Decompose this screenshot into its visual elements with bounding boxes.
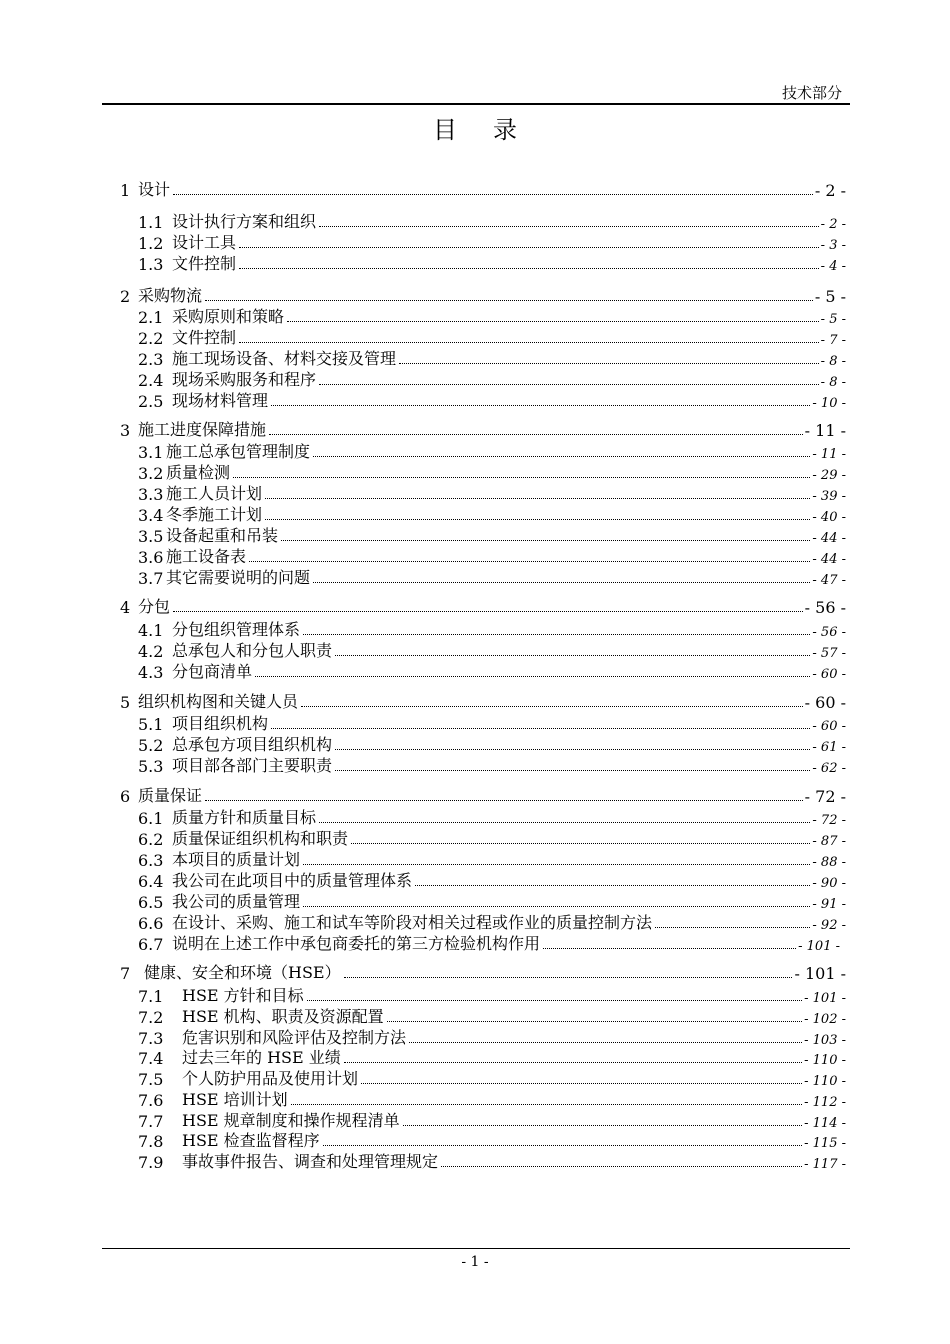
footer-page-number: - 1 - <box>461 1254 489 1270</box>
toc-entry-page-number: - 87 - <box>812 834 846 849</box>
toc-section-entry[interactable] <box>138 1150 846 1172</box>
toc-entry-number: 5.2 <box>138 736 164 755</box>
toc-chapter-entry[interactable] <box>120 178 846 200</box>
toc-dot-leader <box>403 1125 802 1126</box>
toc-entry-number: 3.3 <box>138 485 164 504</box>
toc-entry-number: 7.8 <box>138 1132 164 1151</box>
toc-entry-page-number: - 44 - <box>812 531 846 546</box>
toc-section-entry[interactable] <box>138 389 846 411</box>
toc-section-entry[interactable] <box>138 461 846 483</box>
toc-dot-leader <box>233 477 810 478</box>
toc-entry-number: 4.3 <box>138 663 164 682</box>
toc-section-entry[interactable] <box>138 252 846 274</box>
toc-entry-number: 2.3 <box>138 350 164 369</box>
toc-entry-title: 总承包方项目组织机构 <box>172 735 333 754</box>
toc-entry-page-number: - 11 - <box>804 421 846 440</box>
toc-dot-leader <box>281 540 810 541</box>
toc-entry-page-number: - 110 - <box>804 1053 846 1068</box>
toc-dot-leader <box>303 906 810 907</box>
toc-entry-number: 2 <box>120 287 131 306</box>
toc-entry-title: 分包 <box>138 597 171 616</box>
toc-section-entry[interactable] <box>138 890 846 912</box>
toc-entry-title: 分包组织管理体系 <box>172 620 301 639</box>
toc-entry-page-number: - 102 - <box>804 1012 846 1027</box>
toc-entry-title: 项目组织机构 <box>172 714 269 733</box>
toc-entry-number: 3.1 <box>138 443 164 462</box>
toc-entry-title: 质量方针和质量目标 <box>172 808 317 827</box>
toc-entry-title: 文件控制 <box>172 328 237 347</box>
toc-entry-number: 6.3 <box>138 851 164 870</box>
toc-entry-title: 过去三年的 HSE 业绩 <box>182 1048 341 1067</box>
toc-entry-page-number: - 56 - <box>812 625 846 640</box>
toc-section-entry[interactable] <box>138 932 840 954</box>
header-section-label: 技术部分 <box>781 84 842 102</box>
toc-entry-title: 现场材料管理 <box>172 391 269 410</box>
toc-entry-number: 3.7 <box>138 569 164 588</box>
toc-entry-title: 冬季施工计划 <box>166 505 263 524</box>
toc-entry-title: 事故事件报告、调查和处理管理规定 <box>182 1152 439 1171</box>
toc-section-entry[interactable] <box>138 347 846 369</box>
toc-entry-number: 6.5 <box>138 893 164 912</box>
toc-entry-title: 施工总承包管理制度 <box>166 442 311 461</box>
toc-entry-number: 7 <box>120 964 131 983</box>
toc-entry-page-number: - 8 - <box>820 354 846 369</box>
toc-chapter-entry[interactable] <box>120 418 846 440</box>
toc-section-entry[interactable] <box>138 869 846 891</box>
toc-dot-leader <box>335 749 810 750</box>
toc-entry-number: 7.7 <box>138 1112 164 1131</box>
toc-dot-leader <box>255 676 810 677</box>
toc-entry-number: 2.4 <box>138 371 164 390</box>
toc-dot-leader <box>307 1000 802 1001</box>
toc-entry-title: 个人防护用品及使用计划 <box>182 1069 359 1088</box>
toc-dot-leader <box>335 770 810 771</box>
toc-dot-leader <box>319 226 819 227</box>
toc-entry-page-number: - 92 - <box>812 918 846 933</box>
toc-entry-page-number: - 60 - <box>812 667 846 682</box>
toc-entry-page-number: - 60 - <box>812 719 846 734</box>
toc-entry-title: 设计执行方案和组织 <box>172 212 317 231</box>
toc-entry-page-number: - 91 - <box>812 897 846 912</box>
toc-entry-number: 2.2 <box>138 329 164 348</box>
header-divider <box>102 103 850 105</box>
toc-entry-page-number: - 110 - <box>804 1074 846 1089</box>
toc-entry-title: 其它需要说明的问题 <box>166 568 311 587</box>
toc-dot-leader <box>205 300 813 301</box>
toc-entry-page-number: - 88 - <box>812 855 846 870</box>
toc-dot-leader <box>313 582 810 583</box>
toc-chapter-entry[interactable] <box>120 595 846 617</box>
toc-chapter-entry[interactable] <box>120 690 846 712</box>
toc-section-entry[interactable] <box>138 1005 846 1027</box>
toc-dot-leader <box>303 634 810 635</box>
toc-entry-title: 质量检测 <box>166 463 231 482</box>
toc-section-entry[interactable] <box>138 618 846 640</box>
toc-section-entry[interactable] <box>138 712 846 734</box>
toc-dot-leader <box>323 1145 802 1146</box>
toc-entry-number: 3.4 <box>138 506 164 525</box>
toc-section-entry[interactable] <box>138 984 846 1006</box>
toc-entry-page-number: - 10 - <box>812 396 846 411</box>
toc-section-entry[interactable] <box>138 660 846 682</box>
toc-dot-leader <box>271 405 810 406</box>
toc-entry-number: 5.3 <box>138 757 164 776</box>
toc-section-entry[interactable] <box>138 911 846 933</box>
toc-entry-page-number: - 29 - <box>812 468 846 483</box>
toc-entry-page-number: - 57 - <box>812 646 846 661</box>
toc-entry-number: 4 <box>120 598 131 617</box>
toc-entry-number: 7.2 <box>138 1008 164 1027</box>
toc-section-entry[interactable] <box>138 1088 846 1110</box>
toc-entry-number: 6.1 <box>138 809 164 828</box>
toc-entry-page-number: - 72 - <box>812 813 846 828</box>
toc-entry-page-number: - 39 - <box>812 489 846 504</box>
toc-entry-page-number: - 40 - <box>812 510 846 525</box>
toc-dot-leader <box>239 268 819 269</box>
toc-entry-number: 6 <box>120 787 131 806</box>
toc-dot-leader <box>319 384 819 385</box>
toc-dot-leader <box>543 948 796 949</box>
toc-entry-page-number: - 47 - <box>812 573 846 588</box>
toc-section-entry[interactable] <box>138 440 846 462</box>
toc-entry-page-number: - 101 - <box>798 939 840 954</box>
toc-dot-leader <box>313 456 810 457</box>
toc-entry-number: 7.4 <box>138 1049 164 1068</box>
toc-entry-number: 6.7 <box>138 935 164 954</box>
toc-entry-page-number: - 2 - <box>820 217 846 232</box>
toc-dot-leader <box>269 434 803 435</box>
toc-dot-leader <box>173 194 813 195</box>
toc-dot-leader <box>344 977 793 978</box>
toc-entry-number: 7.3 <box>138 1029 164 1048</box>
toc-dot-leader <box>303 864 810 865</box>
toc-section-entry[interactable] <box>138 806 846 828</box>
toc-dot-leader <box>271 728 810 729</box>
toc-entry-title: 现场采购服务和程序 <box>172 370 317 389</box>
toc-entry-page-number: - 61 - <box>812 740 846 755</box>
toc-entry-page-number: - 8 - <box>820 375 846 390</box>
toc-entry-page-number: - 60 - <box>804 693 846 712</box>
toc-entry-title: 采购原则和策略 <box>172 307 285 326</box>
toc-dot-leader <box>287 321 819 322</box>
toc-section-entry[interactable] <box>138 368 846 390</box>
toc-dot-leader <box>399 363 819 364</box>
toc-entry-title: 施工人员计划 <box>166 484 263 503</box>
toc-entry-number: 2.1 <box>138 308 164 327</box>
toc-entry-number: 7.6 <box>138 1091 164 1110</box>
toc-entry-page-number: - 5 - <box>820 312 846 327</box>
toc-dot-leader <box>319 822 810 823</box>
toc-section-entry[interactable] <box>138 305 846 327</box>
toc-section-entry[interactable] <box>138 482 846 504</box>
toc-section-entry[interactable] <box>138 566 846 588</box>
toc-section-entry[interactable] <box>138 848 846 870</box>
toc-entry-page-number: - 101 - <box>794 964 846 983</box>
toc-entry-page-number: - 117 - <box>804 1157 846 1172</box>
toc-dot-leader <box>361 1083 802 1084</box>
toc-entry-title: 分包商清单 <box>172 662 253 681</box>
toc-entry-number: 6.6 <box>138 914 164 933</box>
toc-dot-leader <box>301 706 803 707</box>
toc-entry-title: HSE 方针和目标 <box>182 986 304 1005</box>
toc-dot-leader <box>351 843 810 844</box>
toc-entry-number: 1 <box>120 181 131 200</box>
toc-entry-title: HSE 培训计划 <box>182 1090 288 1109</box>
toc-dot-leader <box>265 519 810 520</box>
toc-entry-number: 3.5 <box>138 527 164 546</box>
toc-entry-page-number: - 5 - <box>814 287 846 306</box>
toc-entry-page-number: - 4 - <box>820 259 846 274</box>
toc-dot-leader <box>291 1104 802 1105</box>
toc-section-entry[interactable] <box>138 231 846 253</box>
toc-entry-page-number: - 11 - <box>812 447 846 462</box>
toc-dot-leader <box>409 1042 802 1043</box>
toc-entry-title: 施工进度保障措施 <box>138 420 267 439</box>
toc-entry-number: 5 <box>120 693 131 712</box>
toc-entry-title: 施工现场设备、材料交接及管理 <box>172 349 397 368</box>
toc-entry-number: 1.1 <box>138 213 164 232</box>
toc-section-entry[interactable] <box>138 1129 846 1151</box>
toc-entry-number: 7.9 <box>138 1153 164 1172</box>
toc-dot-leader <box>239 342 819 343</box>
toc-dot-leader <box>205 800 803 801</box>
toc-entry-page-number: - 44 - <box>812 552 846 567</box>
toc-chapter-entry[interactable] <box>120 284 846 306</box>
toc-entry-page-number: - 56 - <box>804 598 846 617</box>
toc-section-entry[interactable] <box>138 754 846 776</box>
toc-entry-number: 1.2 <box>138 234 164 253</box>
toc-section-entry[interactable] <box>138 503 846 525</box>
toc-section-entry[interactable] <box>138 733 846 755</box>
toc-entry-number: 7.5 <box>138 1070 164 1089</box>
toc-entry-page-number: - 72 - <box>804 787 846 806</box>
toc-section-entry[interactable] <box>138 1046 846 1068</box>
toc-entry-number: 3 <box>120 421 131 440</box>
toc-entry-title: HSE 规章制度和操作规程清单 <box>182 1111 400 1130</box>
toc-entry-title: 我公司在此项目中的质量管理体系 <box>172 871 413 890</box>
toc-entry-title: 本项目的质量计划 <box>172 850 301 869</box>
toc-dot-leader <box>655 927 810 928</box>
toc-entry-title: HSE 机构、职责及资源配置 <box>182 1007 384 1026</box>
toc-section-entry[interactable] <box>138 639 846 661</box>
toc-dot-leader <box>249 561 810 562</box>
toc-section-entry[interactable] <box>138 827 846 849</box>
toc-entry-page-number: - 90 - <box>812 876 846 891</box>
toc-chapter-entry[interactable] <box>120 961 846 983</box>
toc-entry-page-number: - 101 - <box>804 991 846 1006</box>
toc-entry-title: HSE 检查监督程序 <box>182 1131 320 1150</box>
toc-entry-title: 设计 <box>138 180 171 199</box>
toc-entry-number: 6.4 <box>138 872 164 891</box>
toc-entry-page-number: - 7 - <box>820 333 846 348</box>
toc-entry-title: 组织机构图和关键人员 <box>138 692 299 711</box>
toc-dot-leader <box>335 655 810 656</box>
toc-entry-page-number: - 114 - <box>804 1116 846 1131</box>
toc-entry-title: 文件控制 <box>172 254 237 273</box>
toc-entry-number: 6.2 <box>138 830 164 849</box>
toc-section-entry[interactable] <box>138 210 846 232</box>
toc-entry-number: 3.2 <box>138 464 164 483</box>
toc-entry-number: 7.1 <box>138 987 164 1006</box>
toc-entry-title: 我公司的质量管理 <box>172 892 301 911</box>
toc-entry-title: 说明在上述工作中承包商委托的第三方检验机构作用 <box>172 934 541 953</box>
page-title: 目录 <box>433 116 553 144</box>
toc-section-entry[interactable] <box>138 524 846 546</box>
toc-entry-title: 施工设备表 <box>166 547 247 566</box>
toc-entry-number: 4.1 <box>138 621 164 640</box>
toc-section-entry[interactable] <box>138 1067 846 1089</box>
toc-entry-title: 质量保证组织机构和职责 <box>172 829 349 848</box>
toc-entry-title: 健康、安全和环境（HSE） <box>144 963 341 982</box>
toc-section-entry[interactable] <box>138 545 846 567</box>
toc-entry-page-number: - 112 - <box>804 1095 846 1110</box>
toc-entry-title: 在设计、采购、施工和试车等阶段对相关过程或作业的质量控制方法 <box>172 913 653 932</box>
toc-dot-leader <box>415 885 810 886</box>
toc-entry-page-number: - 3 - <box>820 238 846 253</box>
toc-entry-number: 3.6 <box>138 548 164 567</box>
toc-entry-number: 4.2 <box>138 642 164 661</box>
toc-entry-page-number: - 62 - <box>812 761 846 776</box>
toc-dot-leader <box>441 1166 802 1167</box>
toc-entry-title: 危害识别和风险评估及控制方法 <box>182 1028 407 1047</box>
toc-entry-number: 5.1 <box>138 715 164 734</box>
toc-entry-title: 采购物流 <box>138 286 203 305</box>
toc-entry-title: 总承包人和分包人职责 <box>172 641 333 660</box>
footer-divider <box>102 1248 850 1249</box>
toc-entry-page-number: - 2 - <box>814 181 846 200</box>
toc-entry-title: 设计工具 <box>172 233 237 252</box>
toc-entry-number: 1.3 <box>138 255 164 274</box>
toc-dot-leader <box>265 498 810 499</box>
toc-entry-page-number: - 115 - <box>804 1136 846 1151</box>
toc-entry-title: 项目部各部门主要职责 <box>172 756 333 775</box>
toc-entry-title: 设备起重和吊装 <box>166 526 279 545</box>
toc-dot-leader <box>344 1062 802 1063</box>
toc-entry-page-number: - 103 - <box>804 1033 846 1048</box>
toc-dot-leader <box>173 611 803 612</box>
toc-dot-leader <box>239 247 819 248</box>
toc-section-entry[interactable] <box>138 326 846 348</box>
toc-chapter-entry[interactable] <box>120 784 846 806</box>
toc-dot-leader <box>387 1021 802 1022</box>
toc-entry-title: 质量保证 <box>138 786 203 805</box>
toc-entry-number: 2.5 <box>138 392 164 411</box>
